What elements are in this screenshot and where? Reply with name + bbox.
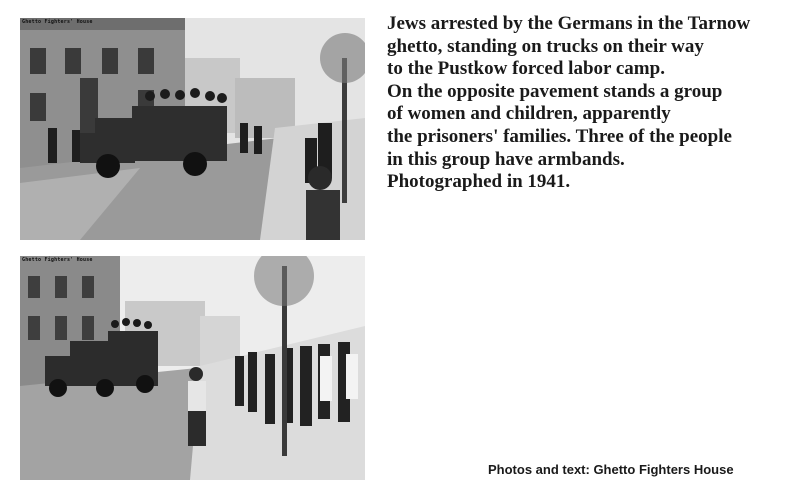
photo-top-watermark: Ghetto Fighters' House xyxy=(22,19,93,25)
caption-line: Jews arrested by the Germans in the Tarnow xyxy=(387,13,751,34)
photo-trucks-crowd-view xyxy=(20,256,365,480)
caption-line: ghetto, standing on trucks on their way xyxy=(387,35,704,57)
photo-bottom-image xyxy=(20,256,365,480)
caption-line: of women and children, apparently xyxy=(387,103,671,125)
caption-line: On the opposite pavement stands a group xyxy=(387,80,723,102)
photo-trucks-street-view xyxy=(20,18,365,240)
photo-bottom-watermark: Ghetto Fighters' House xyxy=(22,257,93,263)
caption-line: to the Pustkow forced labor camp. xyxy=(387,58,665,80)
caption-line: the prisoners' families. Three of the people xyxy=(387,125,732,147)
source-credit: Photos and text: Ghetto Fighters House xyxy=(488,462,734,477)
caption-line: Photographed in 1941. xyxy=(387,171,571,193)
photo-caption xyxy=(387,13,792,194)
photo-top-image xyxy=(20,18,365,240)
caption-line: in this group have armbands. xyxy=(387,148,625,170)
